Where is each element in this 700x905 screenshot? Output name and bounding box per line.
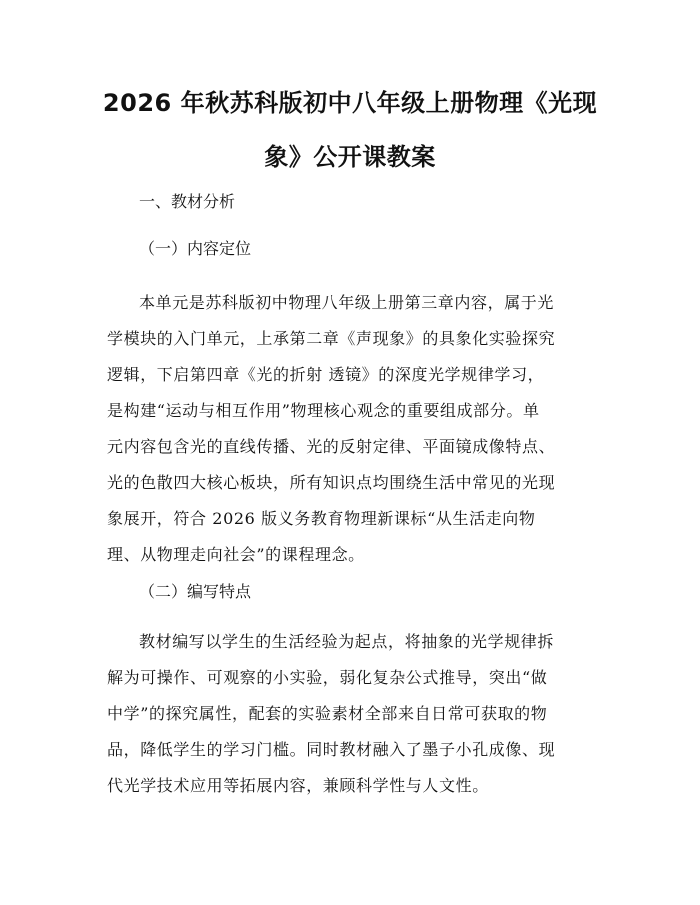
section-heading-textbook-analysis: 一、教材分析	[139, 192, 236, 211]
paragraph-line: 象展开，符合 2026 版义务教育物理新课标“从生活走向物	[107, 509, 536, 528]
paragraph-line: 代光学技术应用等拓展内容，兼顾科学性与人文性。	[107, 776, 489, 795]
paragraph-line: 解为可操作、可观察的小实验，弱化复杂公式推导，突出“做	[107, 668, 548, 687]
document-title-line-1: 2026 年秋苏科版初中八年级上册物理《光现	[102, 89, 598, 117]
document-title-line-2: 象》公开课教案	[264, 143, 436, 171]
paragraph-line: 理、从物理走向社会”的课程理念。	[107, 545, 365, 564]
subsection-heading-content-positioning: （一）内容定位	[139, 239, 252, 258]
paragraph-line: 逻辑，下启第四章《光的折射 透镜》的深度光学规律学习，	[107, 365, 545, 384]
paragraph-line: 品，降低学生的学习门槛。同时教材融入了墨子小孔成像、现	[107, 740, 556, 759]
paragraph-line: 教材编写以学生的生活经验为起点，将抽象的光学规律拆	[139, 632, 555, 651]
paragraph-line: 元内容包含光的直线传播、光的反射定律、平面镜成像特点、	[107, 437, 556, 456]
paragraph-line: 光的色散四大核心板块，所有知识点均围绕生活中常见的光现	[107, 473, 556, 492]
paragraph-line: 本单元是苏科版初中物理八年级上册第三章内容，属于光	[139, 293, 555, 312]
paragraph-content-positioning	[107, 285, 599, 573]
paragraph-writing-features	[107, 624, 599, 804]
paragraph-line: 中学”的探究属性，配套的实验素材全部来自日常可获取的物	[107, 704, 548, 723]
subsection-heading-writing-features: （二）编写特点	[139, 582, 252, 601]
paragraph-line: 是构建“运动与相互作用”物理核心观念的重要组成部分。单	[107, 401, 540, 420]
paragraph-line: 学模块的入门单元，上承第二章《声现象》的具象化实验探究	[107, 329, 556, 348]
